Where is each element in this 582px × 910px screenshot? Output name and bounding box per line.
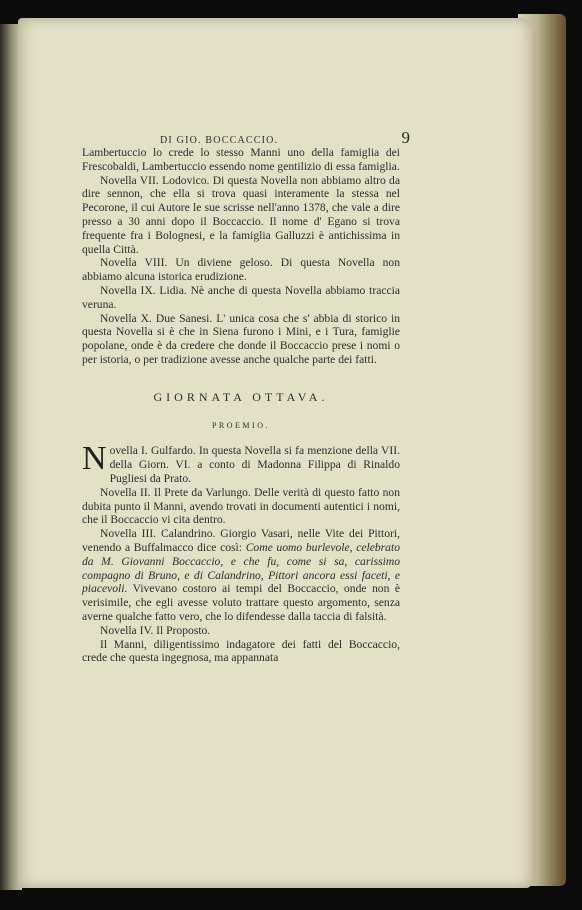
paragraph-text: Vivevano costoro ai tempi del Boccaccio, onde non è verisimile, che egli avesse voluto trattare questo argomento, senza averne qualche fatto vero, che lo difendesse dalla taccia di falsità. <box>82 582 400 623</box>
running-title: DI GIO. BOCCACCIO. <box>160 135 279 146</box>
drop-cap: N <box>82 440 107 478</box>
paragraph: Novella IX. Lidia. Nè anche di questa Novella abbiamo traccia veruna. <box>82 283 400 311</box>
paragraph-text: Novella III. Calandrino. Giorgio Vasari, nelle Vite dei Pittori, venendo a Buffalmacco dice così: <box>82 527 400 554</box>
paragraph: Novella VIII. Un diviene geloso. Di questa Novella non abbiamo alcuna istorica erudizione. <box>82 256 400 284</box>
page-text <box>82 146 400 665</box>
page-number: 9 <box>401 128 410 147</box>
paragraph: Novella IV. Il Proposto. <box>100 623 211 637</box>
paragraph: Il Manni, diligentissimo indagatore dei fatti del Boccaccio, crede che questa ingegnosa, ma appannata <box>82 637 400 665</box>
paragraph <box>82 527 400 624</box>
section-title: GIORNATA OTTAVA. <box>153 389 329 404</box>
section-subtitle: PROEMIO. <box>211 420 270 430</box>
paragraph: Novella II. Il Prete da Varlungo. Delle verità di questo fatto non dubita punto il Manni, avendo trovati in documenti autentici i nomi, che il Boccaccio vi cita dentro. <box>82 485 400 527</box>
paragraph: Novella X. Due Sanesi. L' unica cosa che s' abbia di storico in questa Novella si è che in Siena furono i Mini, e i Tura, famiglie popolane, onde è da credere che donde il Boccaccio prese i nomi o per istoria, o per tradizione avesse anche qualche parte dei fatti. <box>82 311 400 366</box>
quotation: Come uomo burlevole, celebrato da M. Giovanni Boccaccio, e che fu, come si sa, carissimo compagno di Bruno, e di Calandrino, Pittori ancora essi faceti, e piacevoli. <box>82 540 400 596</box>
paragraph: Novella VII. Lodovico. Di questa Novella non abbiamo altro da dire sennon, che ella si trova quasi interamente la stessa nel Pecorone, il cui Autore le sue scrisse nell'anno 1378, che vale a dire presso a 30 anni dopo il Boccaccio. Il nome d' Egano si trova frequente fra i Bolognesi, e la famiglia Galluzzi è antichissima in quella Città. <box>82 173 400 256</box>
paragraph <box>82 440 400 485</box>
paragraph: Lambertuccio lo crede lo stesso Manni uno della famiglia dei Frescobaldi, Lambertuccio essendo nome gentilizio di essa famiglia. <box>82 146 400 173</box>
paragraph-text: ovella I. Gulfardo. In questa Novella si fa menzione della VII. della Giorn. VI. a conto di Madonna Filippa di Rinaldo Pugliesi da Prato. <box>109 444 400 485</box>
running-head <box>160 128 410 148</box>
